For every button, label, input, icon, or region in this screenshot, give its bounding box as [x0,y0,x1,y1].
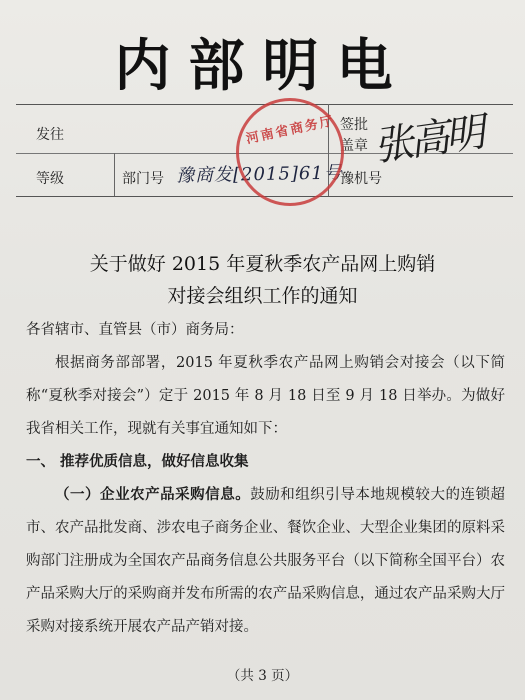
paragraph-sub-1 [26,479,505,644]
handwritten-signature: 张高明 [370,109,485,171]
sub-body-1: 鼓励和组织引导本地规模较大的连锁超市、农产品批发商、涉农电子商务企业、餐饮企业、大型企业集团的原料采购部门注册成为全国农产品商务信息公共服务平台（以下简称全国平台）农产品采购大厅的采购商并发布所需的农产品采购信息，通过农产品采购大厅采购对接系统开展农产品产销对接。 [26,487,506,635]
form-divider-1 [114,153,115,196]
document-body [26,314,505,644]
header-title: 内部明电 [114,33,411,99]
fawang-label: 发往 [36,127,64,143]
title-line-2: 对接会组织工作的通知 [167,285,358,307]
paragraph-intro: 根据商务部部署，2015 年夏秋季农产品网上购销会对接会（以下简称“夏秋季对接会”）定于 2015 年 8 月 18 日至 9 月 18 日举办。为做好我省相关工作，现就有关事宜通知如下： [26,355,505,437]
dengji-label: 等级 [36,171,64,187]
seal-text: 河南省商务厅 [244,113,336,148]
gaizhang-label: 盖章 [340,138,368,154]
qianpi-label: 签批 [340,117,368,133]
sub-heading-1: （一）企业农产品采购信息。 [55,487,251,503]
section-heading-1: 一、 推荐优质信息，做好信息收集 [26,454,249,470]
document-number-handwritten: 豫商发[2015]61号 [175,162,343,187]
addressee: 各省辖市、直管县（市）商务局： [26,322,244,338]
official-seal [236,98,344,206]
document-title [0,248,525,312]
page-count: （共 3 页） [226,668,299,684]
yujihao-label: 豫机号 [340,171,382,187]
title-line-1: 关于做好 2015 年夏秋季农产品网上购销 [89,253,436,275]
bumenhao-label: 部门号 [122,171,164,187]
